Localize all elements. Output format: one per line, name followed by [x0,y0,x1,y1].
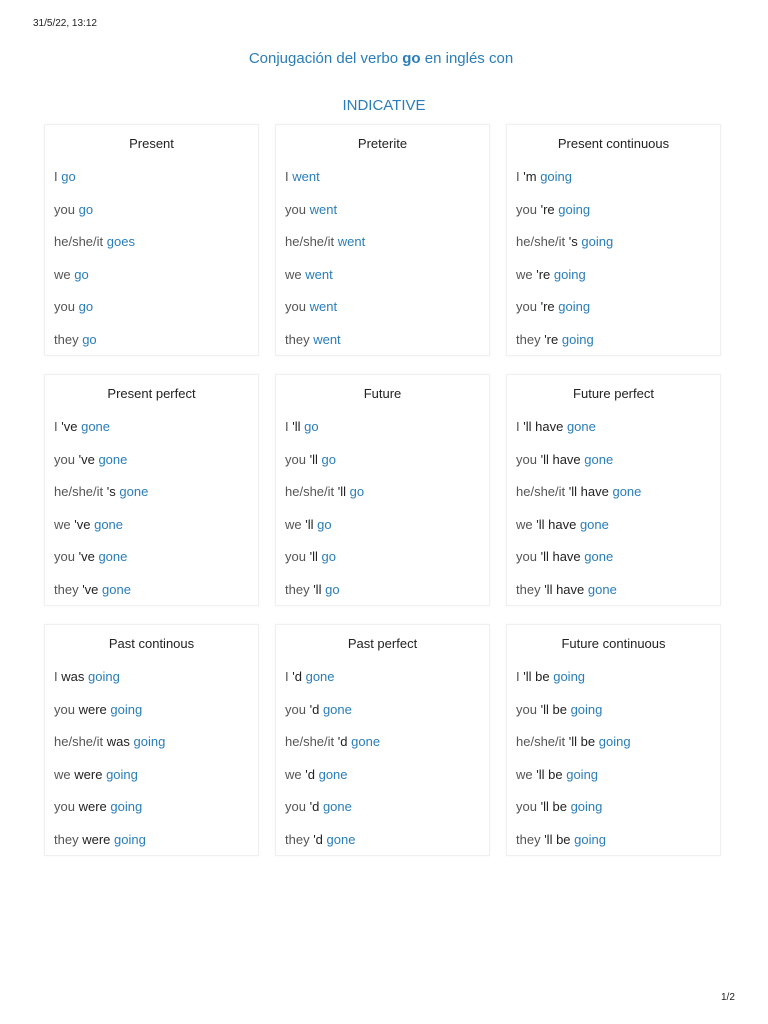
auxiliary: 'd [313,831,323,847]
conjugation-row [516,261,720,294]
conjugation-row [516,826,720,859]
pronoun: you [54,799,75,815]
verb-form: go [74,266,89,282]
pronoun: we [516,516,533,532]
verb-form: went [292,169,320,184]
conjugation-row [516,196,720,229]
auxiliary: 're [540,201,555,217]
conjugation-rows [507,663,720,859]
pronoun: I [54,669,58,684]
conjugation-row [285,761,489,794]
auxiliary: 'd [337,734,348,750]
title-verb: go [402,50,421,67]
pronoun: I [516,169,520,184]
verb-form: going [106,766,138,782]
conjugation-grid [44,124,722,856]
auxiliary: 've [74,516,91,532]
conjugation-rows [45,413,258,609]
conjugation-row [54,163,258,196]
tense-title: Past perfect [347,636,418,651]
pronoun: you [54,451,75,467]
tense-title: Future perfect [573,386,654,401]
auxiliary: 'll [309,549,318,565]
tense-title: Past continous [108,636,195,651]
verb-form: go [349,484,365,500]
pronoun: you [54,549,75,565]
conjugation-row [285,163,489,196]
pronoun: they [54,331,79,347]
pronoun: I [285,669,289,684]
pronoun: he/she/it [54,484,104,500]
pronoun: you [285,701,306,717]
pronoun: they [285,581,310,597]
verb-form: went [309,299,338,315]
verb-form: gone [81,419,111,434]
pronoun: he/she/it [516,234,566,250]
conjugation-row [516,696,720,729]
verb-form: going [88,669,120,684]
tense-card [275,374,490,606]
auxiliary: 've [82,581,99,597]
pronoun: you [54,701,75,717]
conjugation-row [516,446,720,479]
verb-form: go [304,419,319,434]
auxiliary: 'll [292,419,301,434]
pronoun: you [516,799,537,815]
tense-title: Future [363,386,402,401]
auxiliary: 's [568,234,578,250]
verb-form: going [570,799,603,815]
auxiliary: 'll have [568,484,609,500]
verb-form: going [110,701,143,717]
pronoun: you [285,549,306,565]
pronoun: they [516,581,541,597]
conjugation-row [54,793,258,826]
conjugation-rows [45,163,258,359]
pronoun: he/she/it [285,734,335,750]
auxiliary: 'm [523,169,537,184]
conjugation-row [285,293,489,326]
tense-title: Present continuous [557,136,670,151]
auxiliary: 'll [309,451,318,467]
conjugation-row [54,696,258,729]
conjugation-row [516,793,720,826]
pronoun: we [516,766,533,782]
conjugation-row [54,478,258,511]
tense-card [275,124,490,356]
verb-form: go [317,516,332,532]
page-number: 1/2 [721,992,735,1003]
verb-form: going [114,831,146,847]
print-datetime: 31/5/22, 13:12 [33,18,97,29]
verb-form: going [581,234,614,250]
auxiliary: 're [540,299,555,315]
verb-form: gone [322,799,352,815]
conjugation-rows [276,163,489,359]
conjugation-row [285,826,489,859]
verb-form: going [570,701,603,717]
tense-card [275,624,490,856]
conjugation-row [516,511,720,544]
conjugation-rows [276,413,489,609]
auxiliary: 'd [309,701,320,717]
verb-form: gone [587,581,617,597]
auxiliary: were [82,831,111,847]
pronoun: you [516,549,537,565]
conjugation-row [285,663,489,696]
pronoun: we [285,266,302,282]
auxiliary: 'll [337,484,347,500]
pronoun: I [54,169,58,184]
tense-card [44,624,259,856]
auxiliary: 'll have [536,516,577,532]
pronoun: he/she/it [516,484,566,500]
conjugation-row [516,228,720,261]
pronoun: you [516,451,537,467]
verb-form: gone [305,669,335,684]
verb-form: gone [326,831,356,847]
conjugation-row [516,413,720,446]
verb-form: gone [98,451,128,467]
verb-form: went [337,234,366,250]
verb-form: going [566,766,599,782]
conjugation-row [54,761,258,794]
pronoun: they [285,331,310,347]
pronoun: we [285,766,302,782]
tense-title: Preterite [357,136,408,151]
pronoun: you [516,299,537,315]
verb-form: going [540,169,572,184]
verb-form: gone [318,766,348,782]
auxiliary: 'd [309,799,320,815]
conjugation-row [516,663,720,696]
pronoun: you [54,299,75,315]
verb-form: went [309,201,338,217]
verb-form: going [574,831,606,847]
auxiliary: 'll be [540,701,567,717]
conjugation-row [54,576,258,609]
conjugation-row [54,261,258,294]
pronoun: we [54,266,71,282]
pronoun: he/she/it [54,734,104,750]
auxiliary: 'll be [540,799,567,815]
pronoun: I [54,419,58,434]
auxiliary: was [106,734,130,750]
conjugation-row [285,478,489,511]
conjugation-row [516,163,720,196]
conjugation-row [285,511,489,544]
conjugation-row [54,826,258,859]
auxiliary: 'll [313,581,322,597]
verb-form: gone [584,451,614,467]
auxiliary: 'll be [544,831,571,847]
pronoun: you [285,201,306,217]
verb-form: gone [102,581,131,597]
conjugation-row [285,326,489,359]
title-suffix: en inglés con [424,50,514,67]
pronoun: you [516,201,537,217]
pronoun: they [285,831,310,847]
conjugation-rows [507,413,720,609]
verb-form: go [321,549,336,565]
conjugation-row [285,728,489,761]
auxiliary: 'll [305,516,314,532]
conjugation-row [285,543,489,576]
section-heading-indicative: INDICATIVE [342,97,426,114]
verb-form: went [313,331,341,347]
pronoun: you [54,201,75,217]
conjugation-row [54,196,258,229]
conjugation-row [54,663,258,696]
auxiliary: was [61,669,85,684]
pronoun: he/she/it [54,234,104,250]
conjugation-row [285,196,489,229]
pronoun: they [516,331,541,347]
pronoun: you [285,799,306,815]
conjugation-row [285,413,489,446]
verb-form: went [305,266,333,282]
conjugation-rows [276,663,489,859]
auxiliary: were [78,799,107,815]
conjugation-row [516,543,720,576]
tense-card [506,624,721,856]
auxiliary: 've [61,419,78,434]
tense-card [506,124,721,356]
pronoun: they [54,581,79,597]
conjugation-row [54,228,258,261]
conjugation-rows [45,663,258,859]
auxiliary: 've [78,451,95,467]
verb-form: goes [106,234,135,250]
auxiliary: were [74,766,103,782]
conjugation-row [54,511,258,544]
tense-card [44,374,259,606]
pronoun: you [285,299,306,315]
pronoun: he/she/it [285,484,335,500]
verb-form: go [78,299,94,315]
title-prefix: Conjugación del verbo [248,50,399,67]
conjugation-row [516,576,720,609]
auxiliary: 'd [305,766,315,782]
pronoun: we [285,516,302,532]
verb-form: gone [322,701,352,717]
verb-form: gone [579,516,609,532]
tense-card [506,374,721,606]
auxiliary: 'd [292,669,302,684]
verb-form: gone [566,419,596,434]
verb-form: going [133,734,166,750]
pronoun: he/she/it [285,234,335,250]
pronoun: we [54,516,71,532]
pronoun: we [516,266,533,282]
tense-card [44,124,259,356]
conjugation-row [54,326,258,359]
verb-form: gone [584,549,614,565]
verb-form: go [82,331,97,347]
conjugation-row [516,293,720,326]
verb-form: go [61,169,76,184]
tense-title: Future continuous [561,636,666,651]
verb-form: gone [119,484,149,500]
pronoun: I [516,669,520,684]
verb-form: gone [612,484,642,500]
verb-form: gone [351,734,381,750]
tense-title: Present perfect [107,386,196,401]
conjugation-row [516,728,720,761]
auxiliary: 're [536,266,551,282]
conjugation-row [285,793,489,826]
conjugation-row [516,478,720,511]
verb-form: going [598,734,631,750]
auxiliary: 'll have [523,419,564,434]
verb-form: gone [94,516,124,532]
auxiliary: 'll have [544,581,585,597]
auxiliary: 'll be [523,669,550,684]
conjugation-row [54,413,258,446]
conjugation-rows [507,163,720,359]
pronoun: you [285,451,306,467]
verb-form: go [78,201,94,217]
conjugation-row [54,728,258,761]
verb-form: gone [98,549,128,565]
pronoun: they [516,831,541,847]
conjugation-row [285,446,489,479]
conjugation-row [285,228,489,261]
auxiliary: 're [544,331,559,347]
auxiliary: 've [78,549,95,565]
verb-form: go [321,451,336,467]
conjugation-row [516,326,720,359]
auxiliary: 'll be [536,766,563,782]
conjugation-row [285,261,489,294]
pronoun: we [54,766,71,782]
conjugation-row [54,293,258,326]
verb-form: going [561,331,594,347]
conjugation-row [285,696,489,729]
verb-form: going [558,299,591,315]
auxiliary: were [78,701,107,717]
conjugation-row [54,543,258,576]
conjugation-row [285,576,489,609]
auxiliary: 's [106,484,116,500]
pronoun: I [285,169,289,184]
auxiliary: 'll have [540,549,581,565]
pronoun: I [516,419,520,434]
auxiliary: 'll have [540,451,581,467]
page-title [0,50,762,67]
conjugation-row [54,446,258,479]
verb-form: going [558,201,591,217]
pronoun: you [516,701,537,717]
tense-title: Present [129,136,174,151]
auxiliary: 'll be [568,734,596,750]
pronoun: they [54,831,79,847]
pronoun: I [285,419,289,434]
conjugation-row [516,761,720,794]
verb-form: going [553,266,586,282]
pronoun: he/she/it [516,734,566,750]
verb-form: going [553,669,586,684]
verb-form: going [110,799,143,815]
verb-form: go [325,581,340,597]
